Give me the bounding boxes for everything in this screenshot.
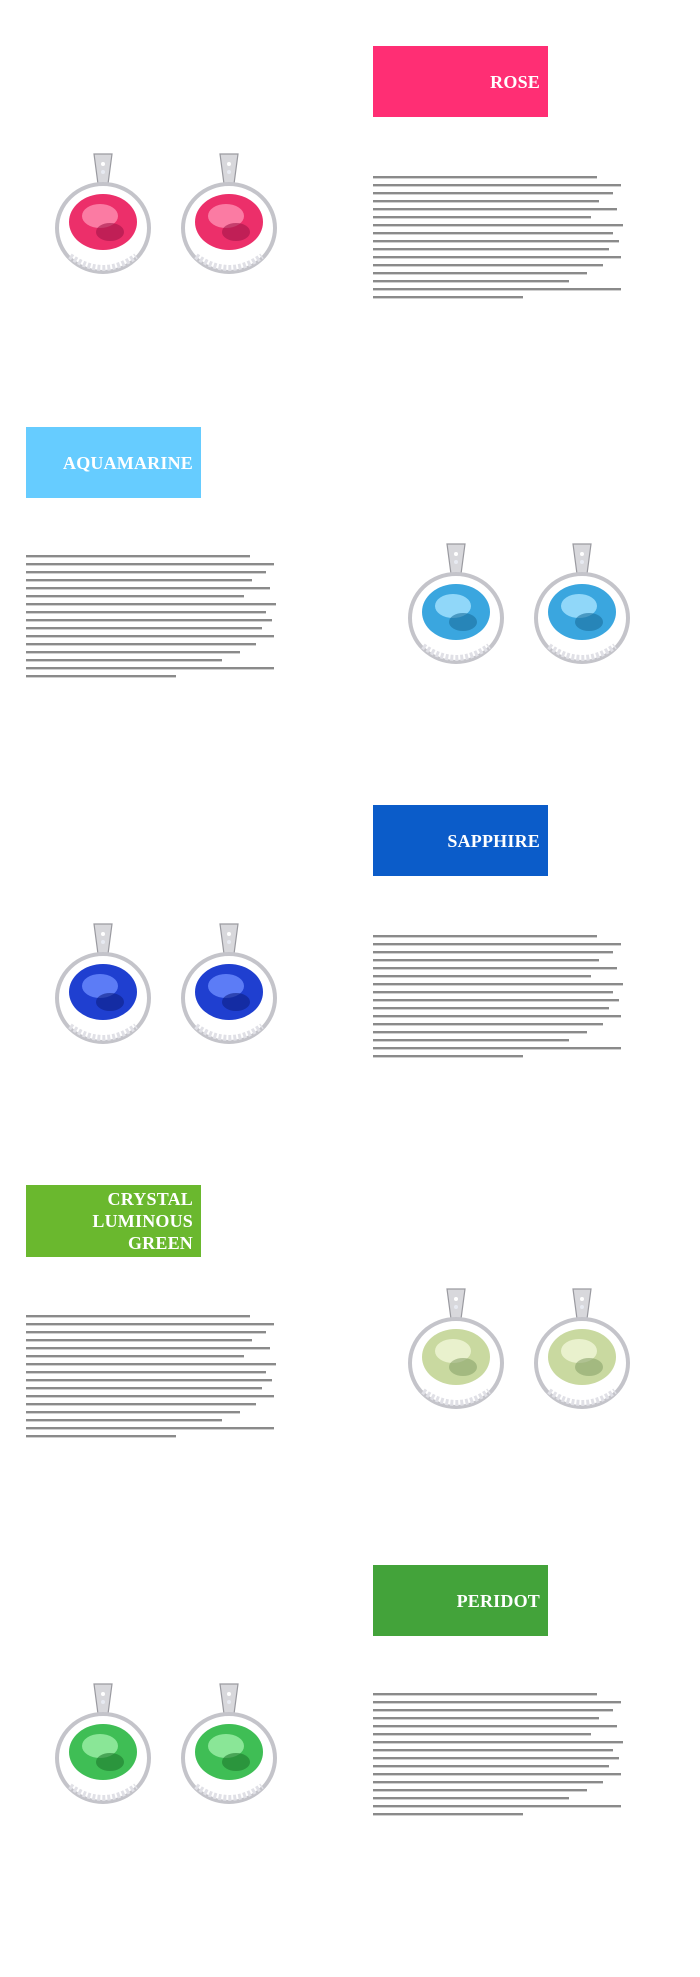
product-name: CRYSTAL LUMINOUS GREEN bbox=[92, 1189, 193, 1253]
description-text-illegible bbox=[26, 555, 278, 685]
product-label bbox=[26, 427, 201, 498]
product-name: SAPPHIRE bbox=[447, 830, 540, 851]
earring-right bbox=[183, 154, 275, 272]
product-label bbox=[26, 1185, 201, 1257]
description-text-illegible bbox=[373, 935, 625, 1065]
earring-right bbox=[183, 1684, 275, 1802]
description-text-illegible bbox=[373, 1693, 625, 1823]
product-section-crystal-luminous-green bbox=[0, 1185, 700, 1580]
earring-left bbox=[410, 544, 502, 662]
earring-left bbox=[410, 1289, 502, 1407]
earring-right bbox=[536, 1289, 628, 1407]
product-label bbox=[373, 46, 548, 117]
product-section-aquamarine bbox=[0, 395, 700, 790]
product-name: AQUAMARINE bbox=[63, 452, 193, 473]
product-label bbox=[373, 805, 548, 876]
earring-pair-image bbox=[405, 540, 635, 680]
earring-pair-image bbox=[52, 1680, 282, 1820]
earring-right bbox=[183, 924, 275, 1042]
product-section-peridot bbox=[0, 1565, 700, 1960]
earring-pair-image bbox=[52, 920, 282, 1060]
product-section-sapphire bbox=[0, 790, 700, 1185]
description-text-illegible bbox=[373, 176, 625, 306]
product-name: ROSE bbox=[490, 71, 540, 92]
earring-right bbox=[536, 544, 628, 662]
product-label bbox=[373, 1565, 548, 1636]
earring-left bbox=[57, 924, 149, 1042]
earring-left bbox=[57, 1684, 149, 1802]
description-text-illegible bbox=[26, 1315, 278, 1445]
earring-pair-image bbox=[405, 1285, 635, 1425]
earring-pair-image bbox=[52, 150, 282, 290]
product-name: PERIDOT bbox=[456, 1590, 540, 1611]
earring-left bbox=[57, 154, 149, 272]
product-section-rose bbox=[0, 0, 700, 395]
